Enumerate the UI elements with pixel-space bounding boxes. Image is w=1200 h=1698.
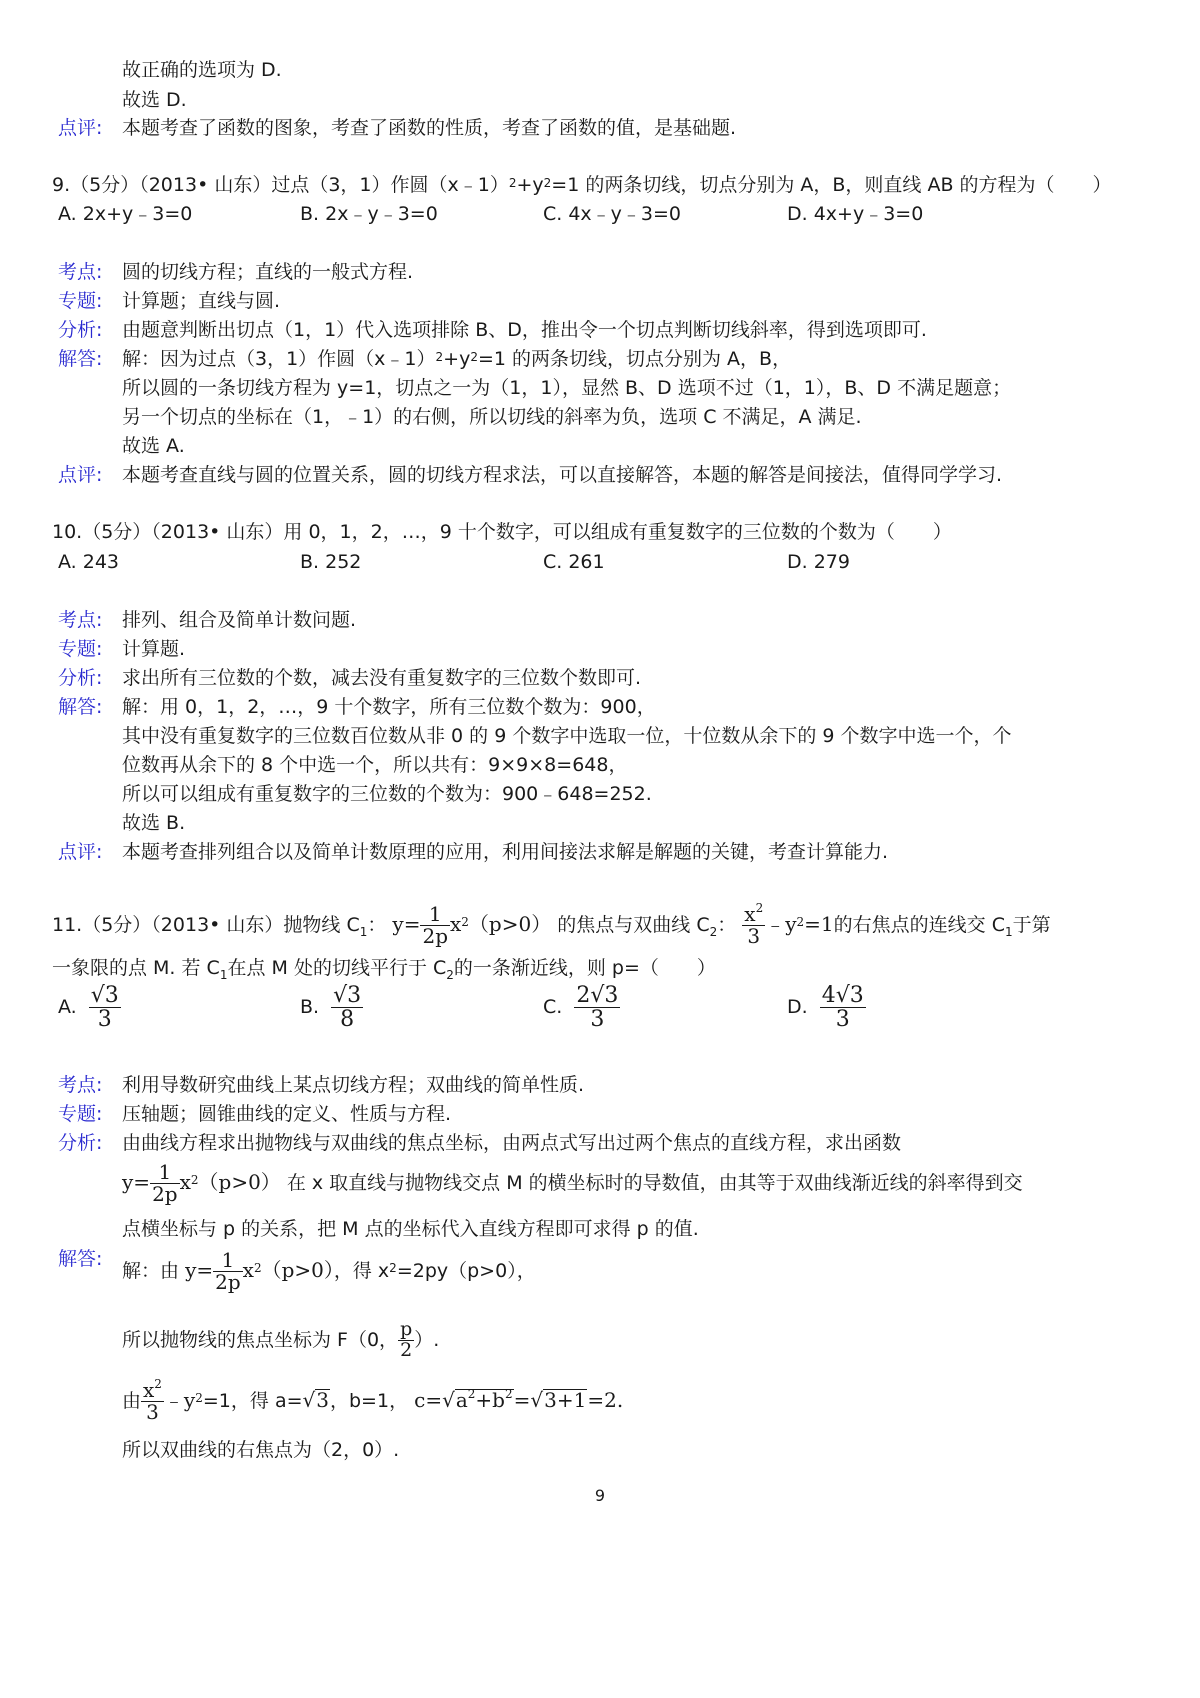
q9-jieda-line3: 另一个切点的坐标在（1，﹣1）的右侧，所以切线的斜率为负，选项 C 不满足，A 满足. <box>122 406 862 428</box>
q10-option-c: C. 261 <box>543 551 605 573</box>
q11-jieda-line4: 所以双曲线的右焦点为（2，0）. <box>122 1439 400 1461</box>
q11-option-a: A. $\frac{√3}{3}$ <box>58 983 119 1033</box>
q9-stem: 9.（5分）（2013• 山东）过点（3，1）作圆$(x﹣1)^2+y^2=1$ 的两条切线，切点分别为 A，B，则直线 AB 的方程为（ ） <box>52 174 1112 196</box>
q11-c-formula: $c=√a^2+b^2=√3+1=2$. <box>414 1387 624 1412</box>
prev-answer-line: 故正确的选项为 D. <box>122 59 282 81</box>
q11-fenxi-line2: y= $\frac{1}{2p}$ $x^2(p>0)$ 在 x 取直线与抛物线交点 M 的横坐标时的导数值，由其等于双曲线渐近线的斜率得到交 <box>122 1160 1023 1206</box>
q11-fenxi-label: 分析: <box>58 1132 103 1154</box>
q9-dianping: 本题考查直线与圆的位置关系，圆的切线方程求法，可以直接解答，本题的解答是间接法，值得同学学习. <box>122 464 1003 486</box>
q11-option-b: B. $\frac{√3}{8}$ <box>300 983 362 1033</box>
q11-jieda-line2: 所以抛物线的焦点坐标为 F（0， $\frac{p}{2}$ ）. <box>122 1318 440 1361</box>
q10-fenxi: 求出所有三位数的个数，减去没有重复数字的三位数个数即可. <box>122 667 642 689</box>
q9-jieda-line1: 解：因为过点（3，1）作圆$(x﹣1)^2+y^2=1$ 的两条切线，切点分别为 A，B， <box>122 348 792 370</box>
q11-fenxi-line1: 由曲线方程求出抛物线与双曲线的焦点坐标，由两点式写出过两个焦点的直线方程，求出函数 <box>122 1132 902 1154</box>
q11-zhuanti: 压轴题；圆锥曲线的定义、性质与方程. <box>122 1103 452 1125</box>
q11-jieda-line3: 由 $\frac{x^2}{3}$ $﹣y^2=1$，得 a=√3，b=1， $c=√a^2+b^2=√3+1=2$. <box>122 1377 624 1424</box>
q10-kaodian: 排列、组合及简单计数问题. <box>122 609 357 631</box>
prev-comment-label: 点评: <box>58 117 103 139</box>
q9-zhuanti-label: 专题: <box>58 290 103 312</box>
q9-option-a: A. 2x+y﹣3=0 <box>58 203 193 225</box>
q11-kaodian: 利用导数研究曲线上某点切线方程；双曲线的简单性质. <box>122 1074 585 1096</box>
q9-jieda-label: 解答: <box>58 348 103 370</box>
q9-option-d: D. 4x+y﹣3=0 <box>787 203 924 225</box>
q10-option-b: B. 252 <box>300 551 362 573</box>
q10-fenxi-label: 分析: <box>58 667 103 689</box>
q11-stem-line2: 一象限的点 M. 若 $C_1$在点 M 处的切线平行于 $C_2$的一条渐近线，则 p=（ ） <box>52 957 716 982</box>
q9-option-c: C. 4x﹣y﹣3=0 <box>543 203 682 225</box>
q9-fenxi: 由题意判断出切点（1，1）代入选项排除 B、D，推出令一个切点判断切线斜率，得到选项即可. <box>122 319 927 341</box>
q9-option-b: B. 2x﹣y﹣3=0 <box>300 203 438 225</box>
q11-option-c: C. $\frac{2√3}{3}$ <box>543 983 619 1033</box>
q9-zhuanti: 计算题；直线与圆. <box>122 290 281 312</box>
q10-option-a: A. 243 <box>58 551 120 573</box>
prev-comment-text: 本题考查了函数的图象，考查了函数的性质，考查了函数的值，是基础题. <box>122 117 737 139</box>
page-number: 9 <box>594 1486 606 1505</box>
q11-jieda-formula: y= $\frac{1}{2p}$ $x^2(p>0)$ <box>185 1248 334 1294</box>
q10-jieda-label: 解答: <box>58 696 103 718</box>
q11-jieda-label: 解答: <box>58 1248 103 1270</box>
q9-jieda-line4: 故选 A. <box>122 435 185 457</box>
q9-dianping-label: 点评: <box>58 464 103 486</box>
q9-jieda-line2: 所以圆的一条切线方程为 y=1，切点之一为（1，1），显然 B、D 选项不过（1，1），B、D 不满足题意； <box>122 377 1012 399</box>
q11-option-d: D. $\frac{4√3}{3}$ <box>787 983 864 1033</box>
q11-jieda-line1: 解：由 y= $\frac{1}{2p}$ $x^2(p>0)$，得 $x^2=2py(p>0)$， <box>122 1248 536 1294</box>
q10-jieda-line1: 解：用 0，1，2，…，9 十个数字，所有三位数个数为：900， <box>122 696 656 718</box>
q10-jieda-line3: 位数再从余下的 8 个中选一个，所以共有：9×9×8=648， <box>122 754 628 776</box>
q10-dianping: 本题考查排列组合以及简单计数原理的应用，利用间接法求解是解题的关键，考查计算能力. <box>122 841 889 863</box>
prev-choice-line: 故选 D. <box>122 89 187 111</box>
q10-zhuanti: 计算题. <box>122 638 186 660</box>
q11-fenxi-formula: y= $\frac{1}{2p}$ $x^2(p>0)$ <box>122 1160 281 1206</box>
q11-hyperbola-formula: $\frac{x^2}{3}$ $﹣y^2=1$ <box>744 901 834 948</box>
q10-jieda-line5: 故选 B. <box>122 812 186 834</box>
q11-stem-line1: 11.（5分）（2013• 山东）抛物线 $C_1$： y= $\frac{1}{2p}$ $x^2(p>0)$ 的焦点与双曲线 $C_2$： $\frac{x^2}{3}$ $﹣y^2=1$的右焦点的连线交 $C_1$于第 <box>52 901 1051 948</box>
q10-kaodian-label: 考点: <box>58 609 103 631</box>
q11-parabola-formula: y= $\frac{1}{2p}$ $x^2(p>0)$ <box>392 902 552 948</box>
q10-stem: 10.（5分）（2013• 山东）用 0，1，2，…，9 十个数字，可以组成有重复数字的三位数的个数为（ ） <box>52 521 952 543</box>
q9-fenxi-label: 分析: <box>58 319 103 341</box>
q11-zhuanti-label: 专题: <box>58 1103 103 1125</box>
q10-dianping-label: 点评: <box>58 841 103 863</box>
q11-fenxi-line3: 点横坐标与 p 的关系，把 M 点的坐标代入直线方程即可求得 p 的值. <box>122 1218 699 1240</box>
q9-kaodian: 圆的切线方程；直线的一般式方程. <box>122 261 414 283</box>
q10-option-d: D. 279 <box>787 551 850 573</box>
q9-kaodian-label: 考点: <box>58 261 103 283</box>
q10-jieda-line2: 其中没有重复数字的三位数百位数从非 0 的 9 个数字中选取一位，十位数从余下的 9 个数字中选一个，个 <box>122 725 1012 747</box>
q10-jieda-line4: 所以可以组成有重复数字的三位数的个数为：900﹣648=252. <box>122 783 652 805</box>
q11-kaodian-label: 考点: <box>58 1074 103 1096</box>
q10-zhuanti-label: 专题: <box>58 638 103 660</box>
